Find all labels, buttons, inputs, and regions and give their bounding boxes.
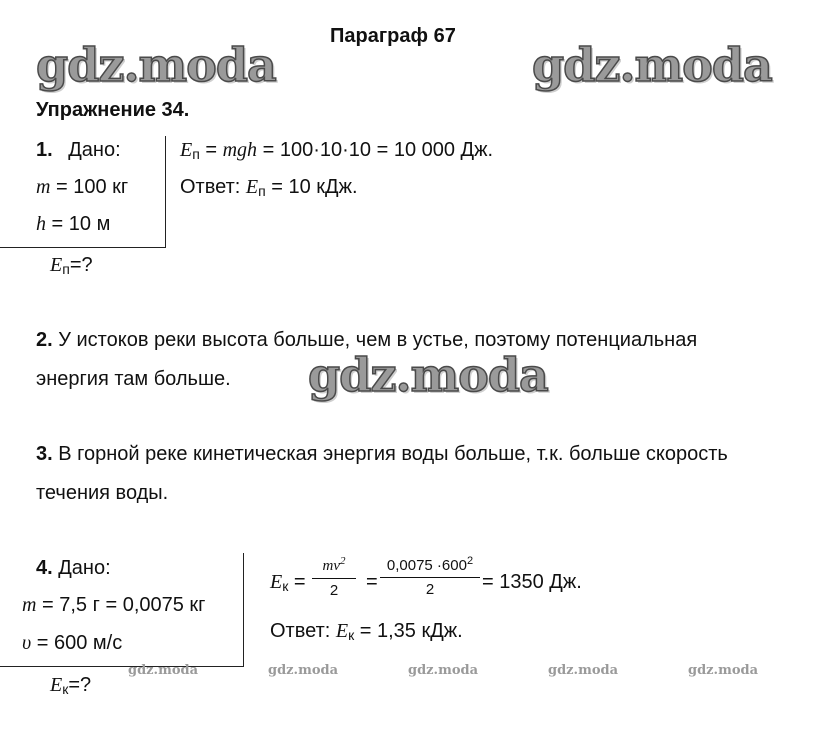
watermark-logo: gdz.moda (532, 38, 772, 92)
answer-label: Ответ: (180, 176, 246, 198)
fraction-numerator: $0,0075 \cdot 600^2$ (386, 555, 474, 574)
given-vertical-divider (165, 136, 166, 248)
problem-3-text: В горной реке кинетическая энергия воды больше, т.к. больше скорость (52, 443, 728, 465)
problem-1-mass (36, 177, 128, 197)
problem-2-text: У истоков реки высота больше, чем в устье, поэтому потенциальная (52, 329, 698, 351)
fraction-bar (380, 577, 480, 578)
problem-2-line-1 (36, 330, 697, 350)
problem-1-given (36, 140, 121, 160)
energy-symbol: E (50, 674, 63, 696)
equals-sign: = (366, 571, 378, 593)
energy-subscript: п (258, 183, 266, 199)
watermark-small: gdz.moda (688, 663, 759, 678)
formula-mgh: mgh (222, 139, 258, 161)
energy-symbol: E (50, 254, 63, 276)
energy-subscript: п (62, 261, 70, 277)
velocity-symbol: υ (22, 632, 32, 654)
watermark-logo: gdz.moda (308, 348, 548, 402)
problem-4-velocity (22, 633, 122, 653)
exercise-heading: Упражнение 34. (36, 99, 190, 121)
given-horizontal-divider (0, 247, 166, 248)
fraction-mv2-over-2 (312, 556, 356, 598)
height-value: = 10 м (46, 213, 111, 235)
problem-4-find (50, 675, 91, 695)
problem-4-given (36, 558, 111, 578)
watermark-small: gdz.moda (548, 663, 619, 678)
problem-1-find (50, 255, 93, 275)
problem-1-number: 1. (36, 139, 53, 161)
problem-2-line-2: энергия там больше. (36, 368, 231, 390)
given-vertical-divider (243, 553, 244, 667)
problem-4-solution-lhs (270, 572, 306, 592)
watermark-logo: gdz.moda (36, 38, 276, 92)
fraction-bar (312, 578, 356, 579)
equals-sign: = (288, 571, 306, 593)
find-tail: =? (68, 674, 92, 696)
energy-subscript: к (282, 578, 289, 594)
problem-4-mass (22, 595, 205, 615)
problem-3-line-2: течения воды. (36, 482, 169, 504)
watermark-small: gdz.moda (408, 663, 479, 678)
fraction-denominator: 2 (425, 581, 435, 598)
mass-symbol: m (36, 176, 51, 198)
answer-value: = 1,35 кДж. (354, 620, 463, 642)
fraction-numeric (380, 556, 480, 597)
fraction-numerator: $mv^2$ (322, 555, 346, 574)
energy-symbol: E (335, 620, 349, 642)
problem-4-number: 4. (36, 557, 53, 579)
problem-4-answer (270, 621, 463, 641)
watermark-small: gdz.moda (268, 663, 339, 678)
problem-3-line-1 (36, 444, 728, 464)
find-tail: =? (69, 254, 93, 276)
problem-2-number: 2. (36, 329, 53, 351)
energy-subscript: к (348, 627, 355, 643)
problem-4-result: = 1350 Дж. (482, 571, 582, 593)
mass-value: = 100 кг (50, 176, 129, 198)
calculation: = 100·10·10 = 10 000 Дж. (257, 139, 494, 161)
problem-1-answer (180, 177, 358, 197)
energy-symbol: E (270, 571, 283, 593)
height-symbol: h (36, 213, 46, 235)
energy-subscript: п (192, 146, 200, 162)
given-label: Дано: (52, 557, 111, 579)
answer-label: Ответ: (270, 620, 336, 642)
problem-1-height (36, 214, 110, 234)
mass-value: = 7,5 г = 0,0075 кг (36, 594, 206, 616)
given-horizontal-divider (0, 666, 244, 667)
answer-value: = 10 кДж. (265, 176, 358, 198)
watermark-small: gdz.moda (128, 663, 199, 678)
equals-sign: = (199, 139, 223, 161)
mass-symbol: m (22, 594, 37, 616)
given-label: Дано: (68, 139, 121, 161)
energy-symbol: E (245, 176, 259, 198)
energy-symbol: E (180, 139, 193, 161)
fraction-denominator: 2 (329, 582, 339, 599)
problem-3-number: 3. (36, 443, 53, 465)
velocity-value: = 600 м/с (31, 632, 123, 654)
problem-1-solution (180, 140, 493, 160)
page-title: Параграф 67 (330, 25, 456, 47)
energy-subscript: к (62, 681, 69, 697)
